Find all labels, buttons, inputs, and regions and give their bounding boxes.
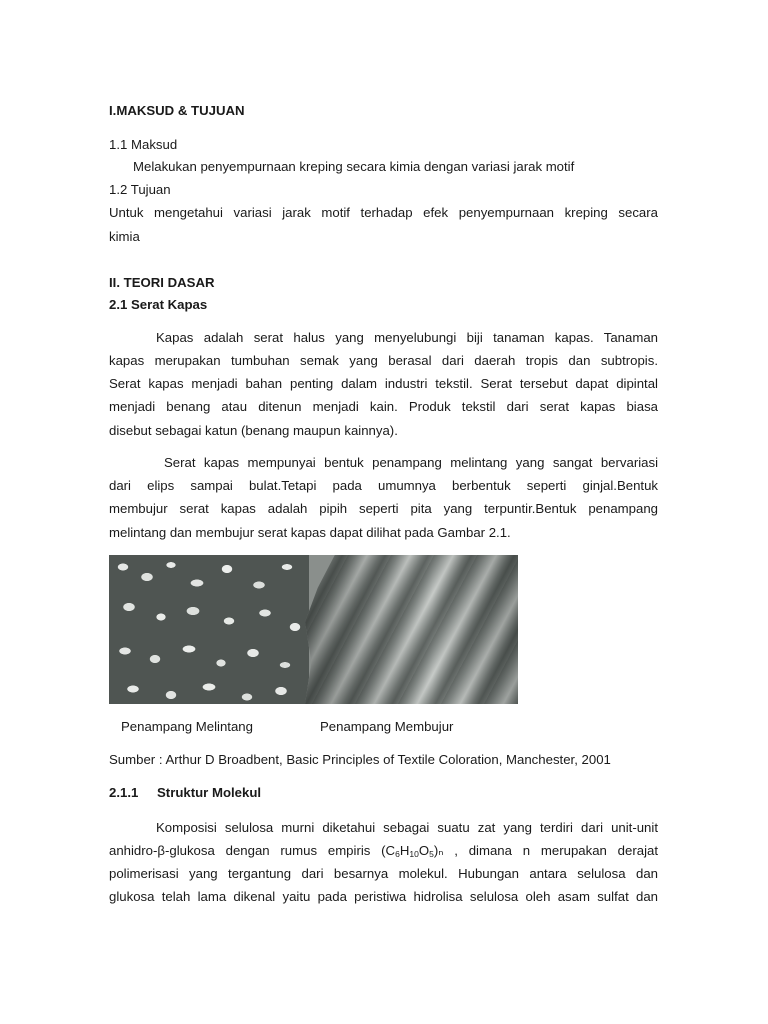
figure-cotton-fiber-micrograph xyxy=(109,555,518,704)
para2-line1: Serat kapas mempunyai bentuk penampang melintang yang sangat bervariasi xyxy=(164,455,658,470)
cross-section-micrograph xyxy=(109,555,309,704)
para3-line4: glukosa telah lama dikenal yaitu pada peristiwa hidrolisa selulosa oleh asam sulfat dan xyxy=(109,889,658,904)
para2-line3: membujur serat kapas adalah pipih seperti pita yang terpuntir.Bentuk penampang xyxy=(109,501,658,516)
para1-line2: kapas merupakan tumbuhan semak yang berasal dari daerah tropis dan subtropis. xyxy=(109,353,658,368)
tujuan-text-line1: Untuk mengetahui variasi jarak motif terhadap efek penyempurnaan kreping secara xyxy=(109,205,658,220)
caption-cross-section: Penampang Melintang xyxy=(121,719,253,734)
subsection-heading-serat-kapas: 2.1 Serat Kapas xyxy=(109,297,208,312)
para1-line4: menjadi benang atau ditenun menjadi kain. Produk tekstil dari serat kapas biasa xyxy=(109,399,658,414)
para3-line2: anhidro-β-glukosa dengan rumus empiris $(C_6H_{10}O_5)_n$ , dimana n merupakan derajat xyxy=(109,843,659,859)
para1-line5: disebut sebagai katun (benang maupun kainnya). xyxy=(109,423,398,438)
maksud-label: 1.1 Maksud xyxy=(109,137,178,152)
para3-line1: Komposisi selulosa murni diketahui sebagai suatu zat yang terdiri dari unit-unit xyxy=(156,820,658,835)
subsubsection-number: 2.1.1 xyxy=(109,785,139,800)
subsubsection-title: Struktur Molekul xyxy=(157,785,262,800)
figure-source: Sumber : Arthur D Broadbent, Basic Principles of Textile Coloration, Manchester, 2001 xyxy=(109,752,611,767)
para2-line4: melintang dan membujur serat kapas dapat dilihat pada Gambar 2.1. xyxy=(109,525,511,540)
section-heading-teori-dasar: II. TEORI DASAR xyxy=(109,275,215,290)
tujuan-text-line2: kimia xyxy=(109,229,140,244)
para1-line3: Serat kapas menjadi bahan penting dalam industri tekstil. Serat tersebut dapat dipintal xyxy=(109,376,658,391)
para2-line2: dari elips sampai bulat.Tetapi pada umumnya berbentuk seperti ginjal.Bentuk xyxy=(109,478,658,493)
maksud-text: Melakukan penyempurnaan kreping secara kimia dengan variasi jarak motif xyxy=(133,159,575,174)
para3-line3: polimerisasi yang tergantung dari besarnya molekul. Hubungan antara selulosa dan xyxy=(109,866,658,881)
caption-longitudinal: Penampang Membujur xyxy=(320,719,454,734)
tujuan-label: 1.2 Tujuan xyxy=(109,182,171,197)
section-heading-maksud-tujuan: I.MAKSUD & TUJUAN xyxy=(109,103,245,118)
para1-line1: Kapas adalah serat halus yang menyelubungi biji tanaman kapas. Tanaman xyxy=(156,330,658,345)
